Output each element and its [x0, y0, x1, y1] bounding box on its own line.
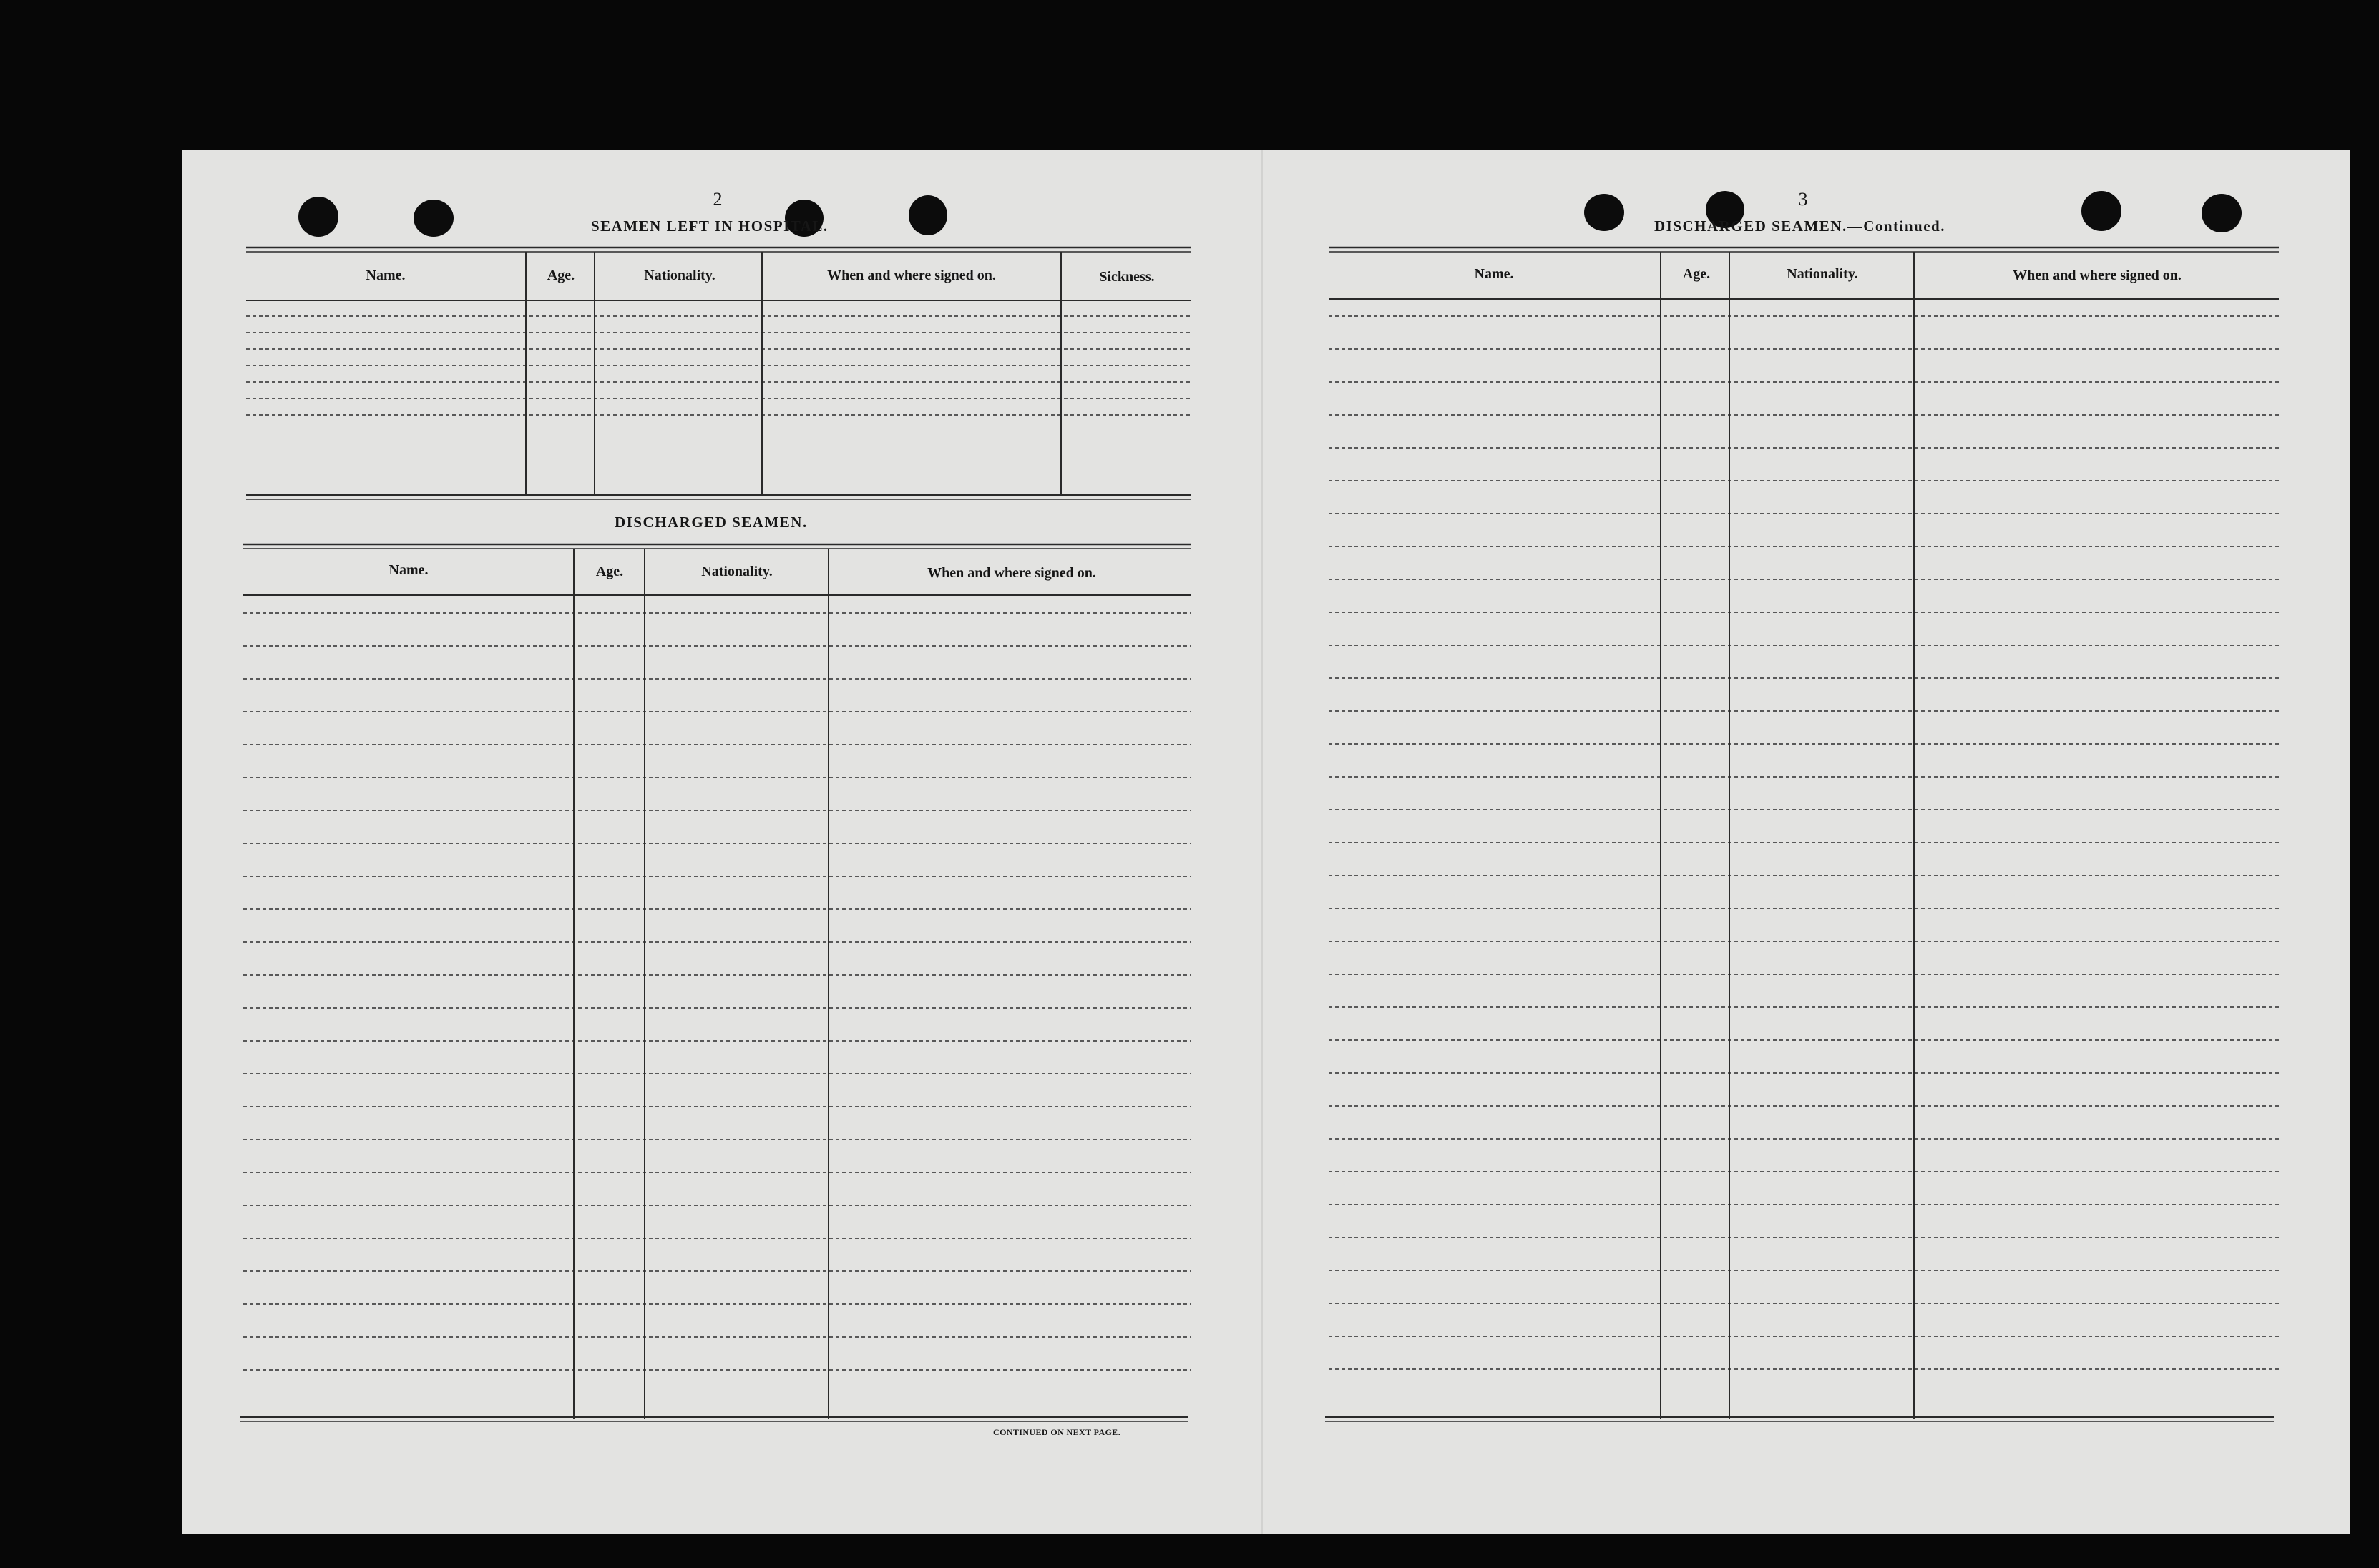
hospital-header-sickness: Sickness. — [1099, 269, 1155, 285]
discharged-header-age-right: Age. — [1682, 266, 1711, 282]
discharged-header-when-where-right: When and where signed on. — [2013, 268, 2182, 283]
punch-hole — [2081, 191, 2121, 231]
punch-hole — [414, 200, 454, 237]
discharged-header-nationality-right: Nationality. — [1787, 266, 1858, 282]
punch-hole — [909, 195, 947, 235]
discharged-header-name-left: Name. — [389, 562, 429, 578]
discharged-header-name-right: Name. — [1474, 266, 1514, 282]
punch-hole — [1584, 194, 1624, 231]
hospital-section-title: SEAMEN LEFT IN HOSPITAL. — [591, 217, 829, 235]
continued-footer: CONTINUED ON NEXT PAGE. — [993, 1427, 1121, 1437]
discharged-header-nationality-left: Nationality. — [701, 564, 773, 579]
page-number-left: 2 — [713, 189, 723, 210]
discharged-section-title-right: DISCHARGED SEAMEN.—Continued. — [1654, 217, 1945, 235]
hospital-header-name: Name. — [366, 268, 406, 283]
punch-hole — [2202, 194, 2242, 232]
discharged-header-age-left: Age. — [595, 564, 624, 579]
hospital-header-when-where: When and where signed on. — [827, 268, 996, 283]
hospital-header-nationality: Nationality. — [644, 268, 715, 283]
discharged-section-title-left: DISCHARGED SEAMEN. — [615, 514, 808, 531]
discharged-header-when-where-left: When and where signed on. — [927, 565, 1096, 581]
punch-hole — [298, 197, 338, 237]
page-number-right: 3 — [1798, 189, 1808, 210]
hospital-header-age: Age. — [547, 268, 575, 283]
